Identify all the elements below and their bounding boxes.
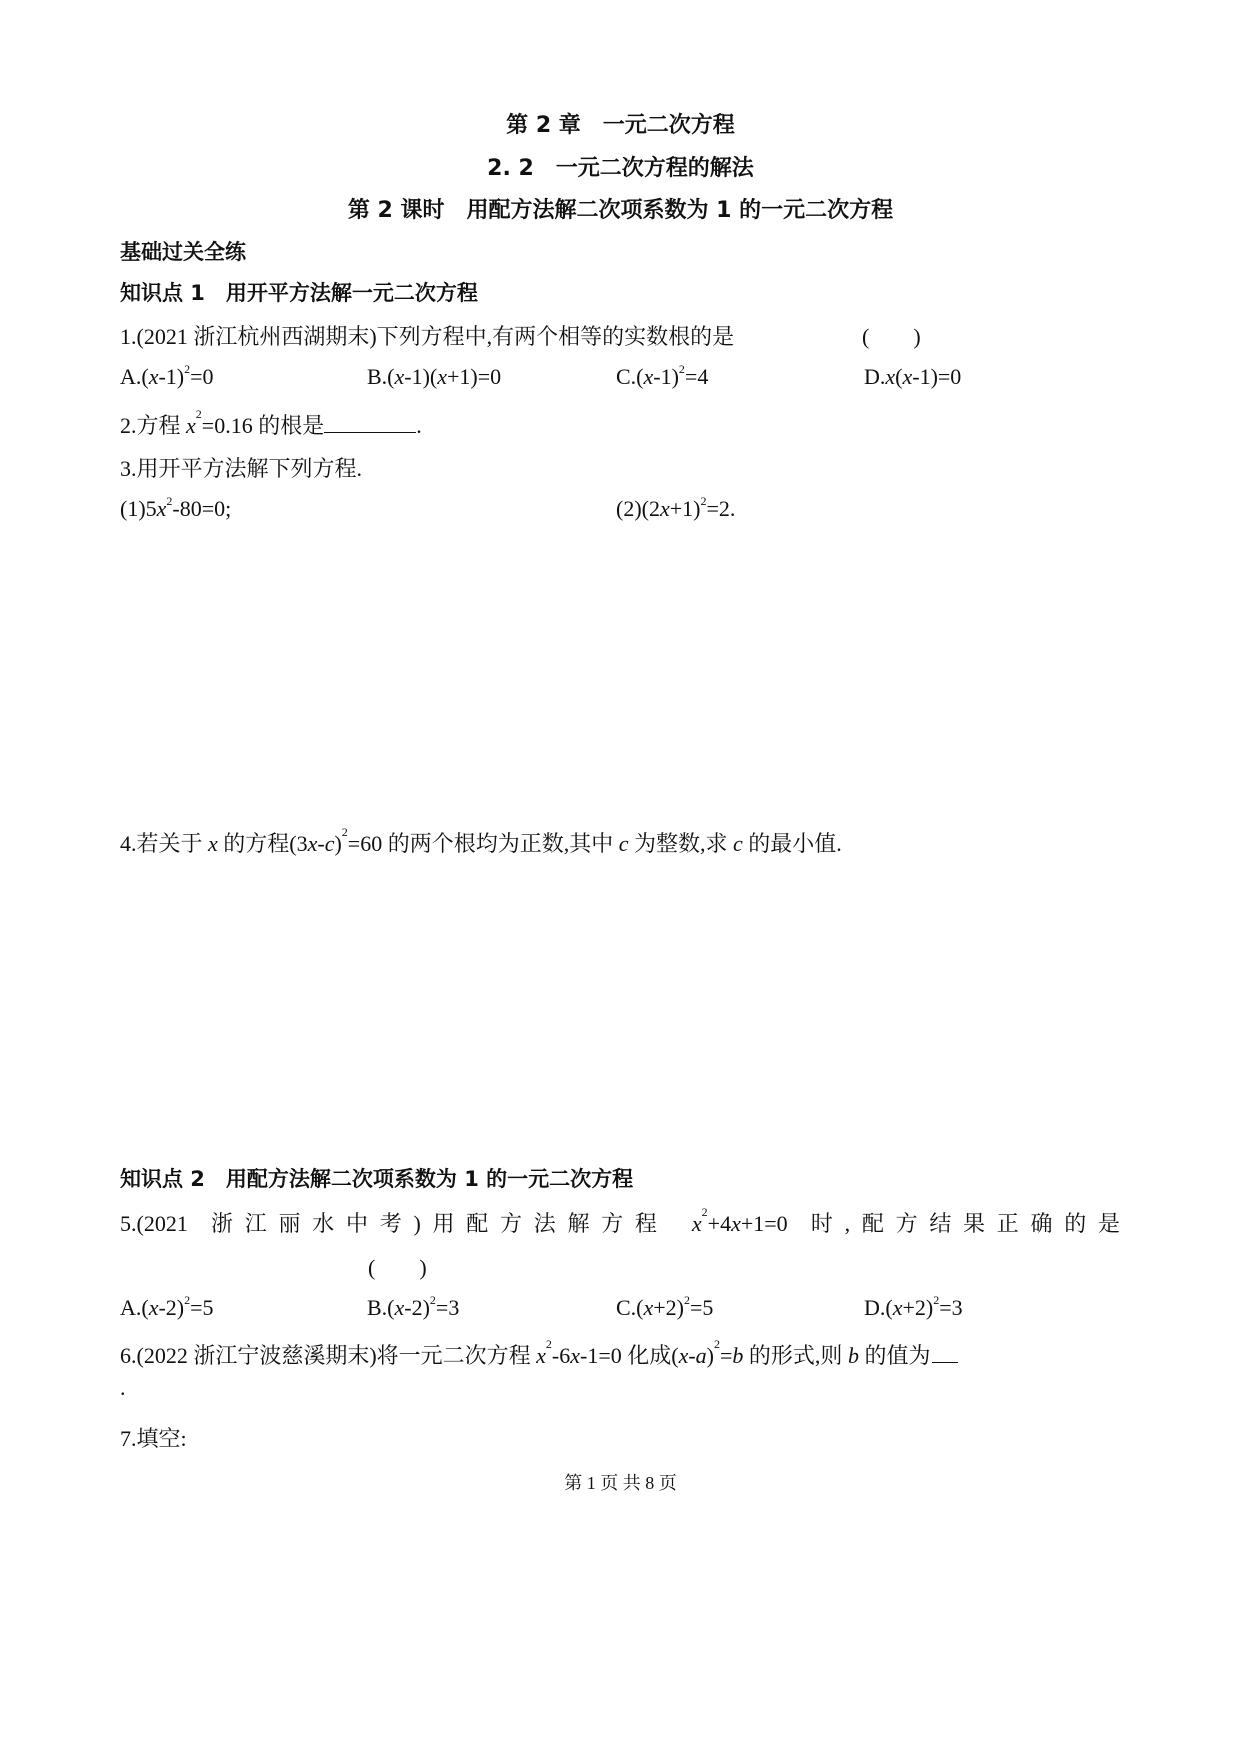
- question-7-stem: 7.填空:: [120, 1426, 187, 1451]
- question-1-option-a: $A.(x-1)^2=0$: [120, 362, 214, 389]
- question-5-option-d: $D.(x+2)^2=3$: [864, 1293, 963, 1320]
- knowledge-point-1-title: 知识点 1 用开平方法解一元二次方程: [120, 281, 478, 305]
- question-3-stem: 3.用开平方法解下列方程.: [120, 456, 363, 481]
- question-2: 2.方程 $x^2=0.16$ 的根是 .: [120, 407, 422, 438]
- question-1-stem: 1.(2021 浙江杭州西湖期末)下列方程中,有两个相等的实数根的是: [120, 324, 735, 349]
- section-title: 2. 2 一元二次方程的解法: [487, 156, 754, 181]
- question-5-answer-paren: ( ): [368, 1255, 427, 1280]
- page-footer: 第 1 页 共 8 页: [564, 1473, 677, 1493]
- question-5-option-c: $C.(x+2)^2=5$: [616, 1293, 714, 1320]
- question-5-option-a: $A.(x-2)^2=5$: [120, 1293, 214, 1320]
- question-4: 4.若关于 x 的方程$(3x-c)^2=60$ 的两个根均为正数,其中 c 为整数,求 c 的最小值.: [120, 825, 842, 856]
- chapter-title: 第 2 章 一元二次方程: [506, 113, 735, 138]
- question-1-option-b: B.(x-1)(x+1)=0: [367, 364, 502, 389]
- lesson-title: 第 2 课时 用配方法解二次项系数为 1 的一元二次方程: [347, 198, 894, 223]
- answer-blank: [324, 412, 416, 433]
- question-5-stem: 5.(2021 浙江丽水中考)用配方法解方程 $x^2+4x+1=0$ 时,配方结果正确的是: [120, 1205, 1120, 1236]
- question-6-end: .: [120, 1375, 126, 1400]
- knowledge-point-2-title: 知识点 2 用配方法解二次项系数为 1 的一元二次方程: [120, 1167, 634, 1191]
- question-6: 6.(2022 浙江宁波慈溪期末)将一元二次方程 $x^2-6x-1=0$ 化成$(x-a)^2=b$ 的形式,则 b 的值为: [120, 1339, 958, 1370]
- answer-blank: [932, 1342, 958, 1363]
- question-5-option-b: $B.(x-2)^2=3$: [367, 1293, 460, 1320]
- question-1-option-d: D.x(x-1)=0: [864, 364, 962, 389]
- practice-title: 基础过关全练: [120, 240, 246, 264]
- question-1-option-c: $C.(x-1)^2=4$: [616, 362, 709, 389]
- question-3-part-1: $(1)5x^2-80=0$;: [120, 494, 232, 521]
- question-3-part-2: $(2)(2x+1)^2=2$.: [616, 494, 736, 521]
- question-1-answer-paren: ( ): [862, 324, 921, 349]
